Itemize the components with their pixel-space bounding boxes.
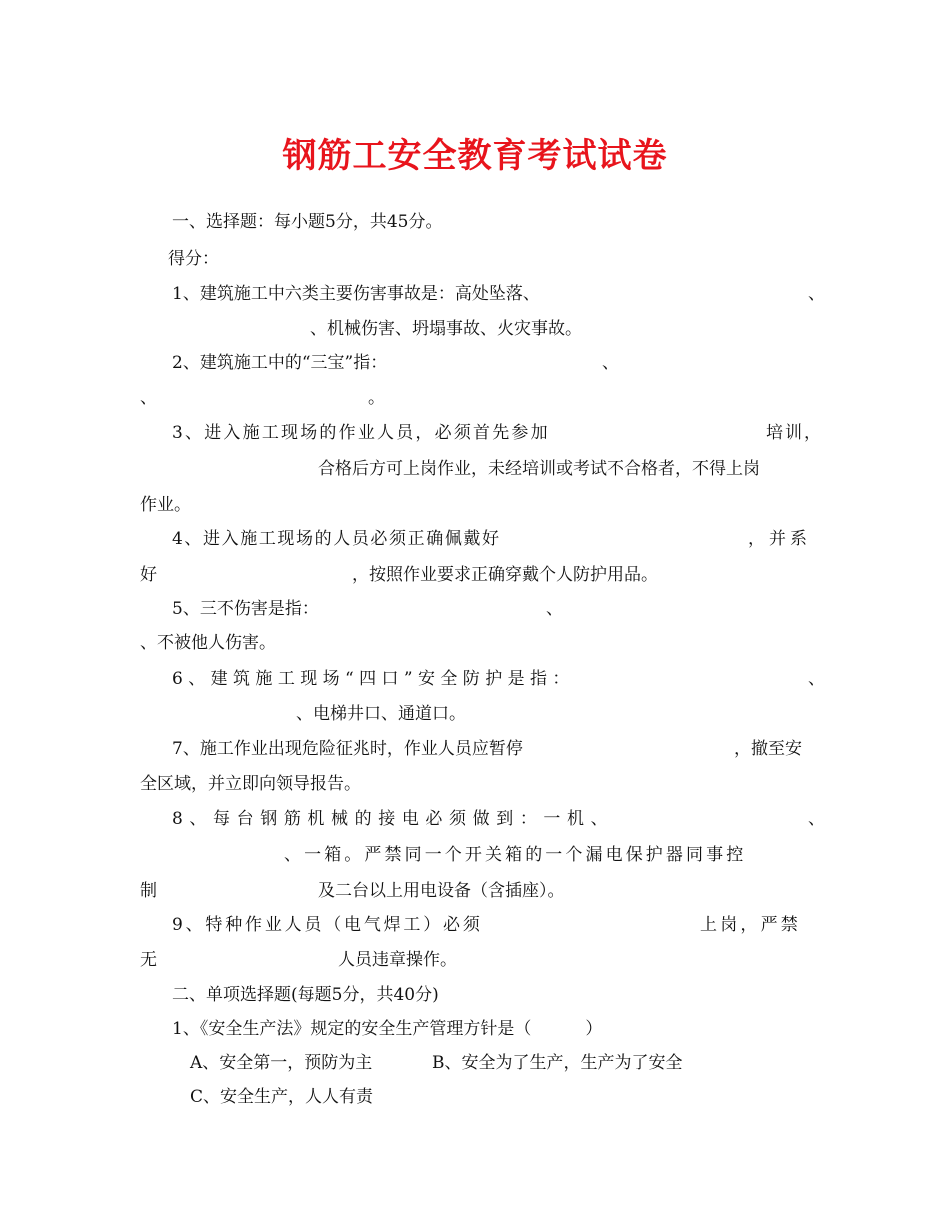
question-4-line-2: ，按照作业要求正确穿戴个人防护用品。 [352,565,658,585]
question-1-separator: 、 [808,284,825,304]
section-2-question-1-option-c: C、安全生产，人人有责 [190,1087,374,1107]
score-label: 得分： [168,249,219,269]
section-2-question-1-option-b: B、安全为了生产，生产为了安全 [432,1053,683,1073]
question-7-evacuate: ，撤至安 [734,739,802,759]
question-7-line-2: 全区域，并立即向领导报告。 [140,774,361,794]
question-4-good: 好 [140,565,157,585]
question-2-end: 。 [368,388,385,408]
question-6-line-2: 、电梯井口、通道口。 [296,704,466,724]
question-4-line-1: 4、进入施工现场的人员必须正确佩戴好 [172,529,501,549]
question-4-fasten: ，并系 [748,529,811,549]
question-2-stem: 2、建筑施工中的“三宝”指： [172,353,388,373]
section-2-question-1-option-a: A、安全第一，预防为主 [190,1053,373,1073]
question-7-line-1: 7、施工作业出现危险征兆时，作业人员应暂停 [172,739,523,759]
question-8-line-3: 及二台以上用电设备（含插座）。 [318,881,565,901]
section-2-header: 二、单项选择题(每题5分，共40分) [172,985,439,1005]
question-8-line-1: 8、每台钢筋机械的接电必须做到：一机、 [172,809,615,829]
question-8-line-2: 、一箱。严禁同一个开关箱的一个漏电保护器同事控 [284,845,747,865]
question-6-separator: 、 [808,669,825,689]
question-5-line-1: 5、三不伤害是指： [172,599,319,619]
question-9-line-1: 9、特种作业人员（电气焊工）必须 [172,915,483,935]
question-3-line-1: 3、进入施工现场的作业人员，必须首先参加 [172,423,550,443]
section-2-question-1-stem: 1、《安全生产法》规定的安全生产管理方针是（ ） [172,1019,603,1039]
question-9-without: 无 [140,950,157,970]
question-3-training: 培训， [766,423,823,443]
question-1-line-2: 、机械伤害、坍塌事故、火灾事故。 [310,319,582,339]
question-1-line-1: 1、建筑施工中六类主要伤害事故是：高处坠落、 [172,284,540,304]
section-1-header: 一、选择题：每小题5分，共45分。 [172,212,443,232]
question-8-control: 制 [140,881,157,901]
question-9-line-2: 人员违章操作。 [338,950,457,970]
exam-title: 钢筋工安全教育考试试卷 [282,136,668,176]
question-2-separator-1: 、 [602,353,619,373]
question-5-separator: 、 [546,599,563,619]
question-8-separator: 、 [808,809,825,829]
question-6-line-1: 6、建筑施工现场“四口”安全防护是指： [172,669,575,689]
question-5-line-2: 、不被他人伤害。 [140,633,276,653]
question-3-line-3: 作业。 [140,495,191,515]
question-2-separator-2: 、 [140,388,157,408]
question-3-line-2: 合格后方可上岗作业，未经培训或考试不合格者，不得上岗 [318,459,760,479]
question-9-onduty: 上岗，严禁 [700,915,801,935]
